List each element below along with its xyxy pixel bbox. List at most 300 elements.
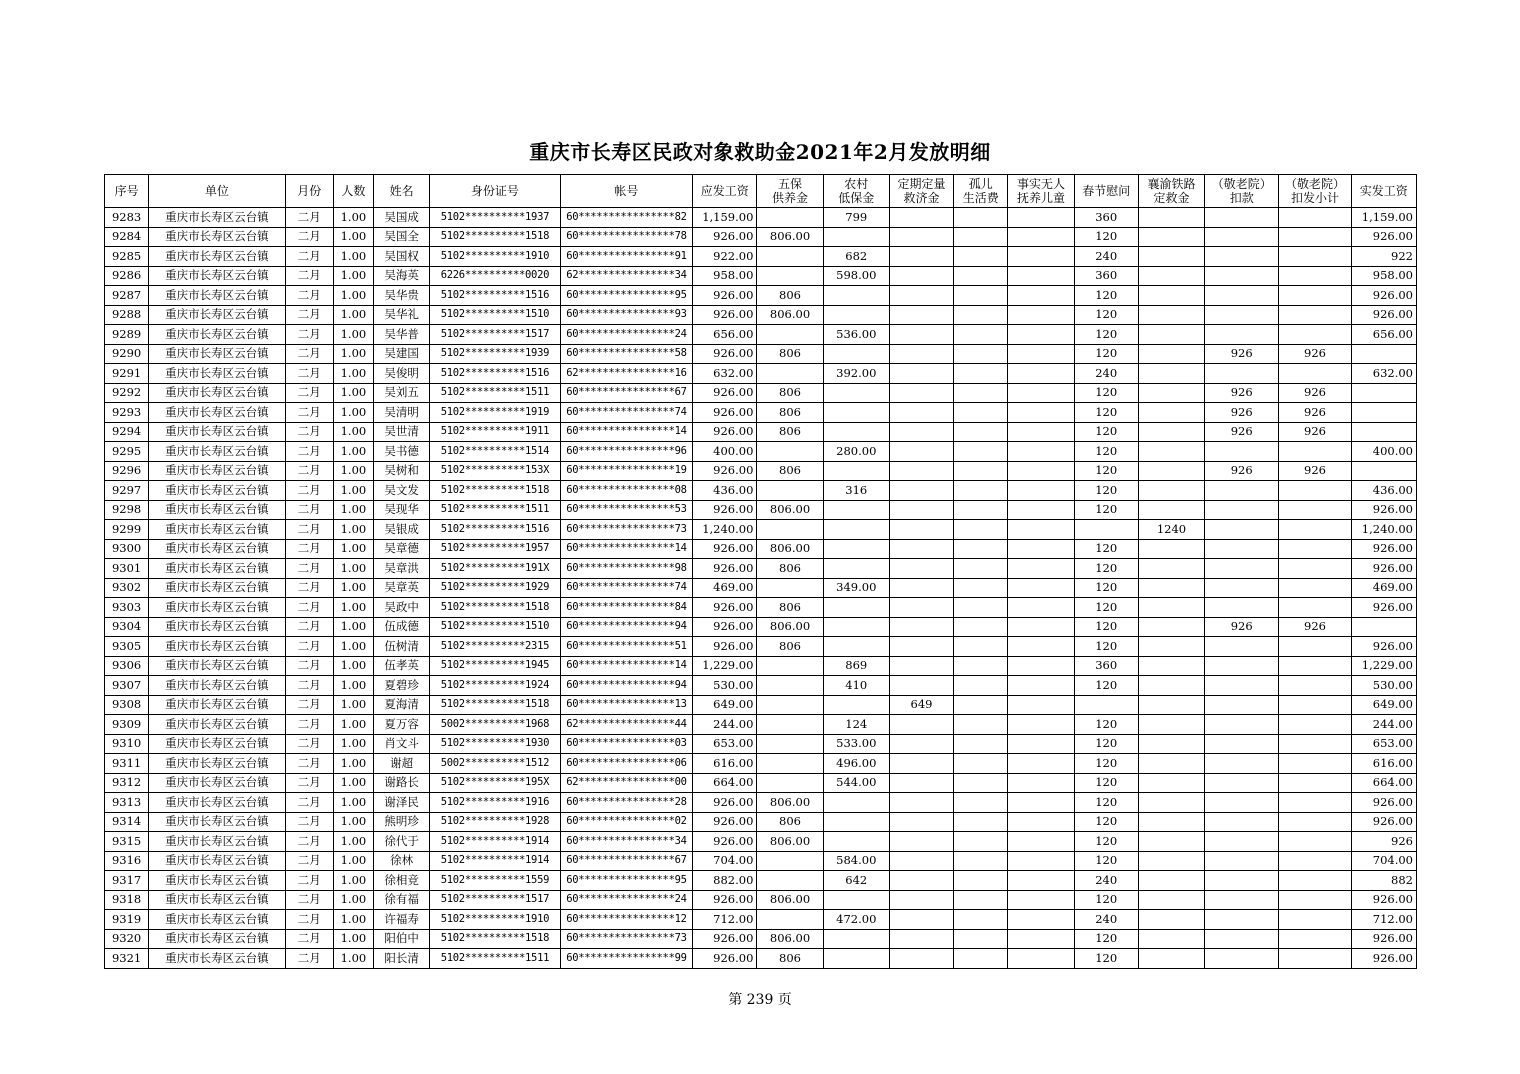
cell-col-name: 阳伯中 <box>373 929 429 949</box>
cell-col-deduction <box>1205 227 1279 247</box>
header-col-id-number: 身份证号 <box>430 175 560 208</box>
table-row <box>105 208 1417 228</box>
cell-col-count: 1.00 <box>333 812 373 832</box>
table-row <box>105 598 1417 618</box>
cell-col-unattended-child <box>1008 227 1074 247</box>
cell-col-count: 1.00 <box>333 734 373 754</box>
cell-col-payable: 926.00 <box>693 598 757 618</box>
cell-col-unit: 重庆市长寿区云台镇 <box>149 247 286 267</box>
cell-col-month: 二月 <box>285 383 333 403</box>
cell-col-unit: 重庆市长寿区云台镇 <box>149 890 286 910</box>
cell-col-deduction-subtotal <box>1279 266 1351 286</box>
cell-col-deduction-subtotal <box>1279 832 1351 852</box>
cell-col-month: 二月 <box>285 617 333 637</box>
cell-col-railway <box>1138 890 1204 910</box>
cell-col-account: 60****************73 <box>560 929 693 949</box>
cell-col-orphan <box>954 364 1008 384</box>
cell-col-dibao <box>823 344 889 364</box>
cell-col-spring-festival: 120 <box>1074 637 1138 657</box>
table-row <box>105 676 1417 696</box>
cell-col-name: 徐有福 <box>373 890 429 910</box>
cell-col-unit: 重庆市长寿区云台镇 <box>149 481 286 501</box>
cell-col-deduction-subtotal <box>1279 500 1351 520</box>
cell-col-id-number: 5102**********1910 <box>430 910 560 930</box>
cell-col-deduction-subtotal: 926 <box>1279 344 1351 364</box>
cell-col-railway: 1240 <box>1138 520 1204 540</box>
cell-col-deduction <box>1205 851 1279 871</box>
cell-col-spring-festival: 240 <box>1074 910 1138 930</box>
cell-col-dibao: 472.00 <box>823 910 889 930</box>
cell-col-id-number: 5102**********1916 <box>430 793 560 813</box>
cell-col-account: 60****************94 <box>560 676 693 696</box>
table-row <box>105 754 1417 774</box>
cell-col-wubao <box>757 266 823 286</box>
cell-col-id-number: 5102**********1929 <box>430 578 560 598</box>
cell-col-payable: 649.00 <box>693 695 757 715</box>
cell-col-wubao <box>757 247 823 267</box>
cell-col-count: 1.00 <box>333 910 373 930</box>
cell-col-deduction-subtotal <box>1279 305 1351 325</box>
cell-col-actual-pay: 649.00 <box>1351 695 1416 715</box>
cell-col-unattended-child <box>1008 364 1074 384</box>
cell-col-dibao <box>823 383 889 403</box>
cell-col-unit: 重庆市长寿区云台镇 <box>149 734 286 754</box>
cell-col-count: 1.00 <box>333 422 373 442</box>
cell-col-count: 1.00 <box>333 793 373 813</box>
cell-col-name: 阳长清 <box>373 949 429 969</box>
cell-col-deduction-subtotal <box>1279 208 1351 228</box>
cell-col-payable: 530.00 <box>693 676 757 696</box>
cell-col-relief <box>889 715 953 735</box>
cell-col-unit: 重庆市长寿区云台镇 <box>149 676 286 696</box>
table-row <box>105 403 1417 423</box>
cell-col-railway <box>1138 617 1204 637</box>
cell-col-name: 吴书德 <box>373 442 429 462</box>
table-row <box>105 793 1417 813</box>
cell-col-seq: 9321 <box>105 949 149 969</box>
cell-col-account: 60****************67 <box>560 383 693 403</box>
cell-col-account: 60****************28 <box>560 793 693 813</box>
cell-col-deduction-subtotal: 926 <box>1279 617 1351 637</box>
cell-col-account: 60****************02 <box>560 812 693 832</box>
cell-col-month: 二月 <box>285 578 333 598</box>
cell-col-account: 60****************74 <box>560 403 693 423</box>
cell-col-deduction <box>1205 832 1279 852</box>
cell-col-wubao <box>757 851 823 871</box>
cell-col-account: 60****************03 <box>560 734 693 754</box>
cell-col-dibao: 682 <box>823 247 889 267</box>
cell-col-spring-festival: 120 <box>1074 442 1138 462</box>
cell-col-railway <box>1138 383 1204 403</box>
cell-col-account: 62****************34 <box>560 266 693 286</box>
cell-col-deduction <box>1205 578 1279 598</box>
cell-col-count: 1.00 <box>333 578 373 598</box>
cell-col-seq: 9313 <box>105 793 149 813</box>
cell-col-wubao: 806.00 <box>757 500 823 520</box>
cell-col-actual-pay: 656.00 <box>1351 325 1416 345</box>
cell-col-seq: 9287 <box>105 286 149 306</box>
cell-col-unattended-child <box>1008 929 1074 949</box>
cell-col-dibao <box>823 890 889 910</box>
cell-col-wubao: 806.00 <box>757 305 823 325</box>
cell-col-count: 1.00 <box>333 442 373 462</box>
cell-col-name: 夏碧珍 <box>373 676 429 696</box>
cell-col-account: 60****************98 <box>560 559 693 579</box>
table-body <box>105 208 1417 969</box>
cell-col-count: 1.00 <box>333 929 373 949</box>
table-row <box>105 656 1417 676</box>
cell-col-wubao: 806 <box>757 598 823 618</box>
cell-col-actual-pay: 1,240.00 <box>1351 520 1416 540</box>
cell-col-deduction <box>1205 871 1279 891</box>
cell-col-relief <box>889 734 953 754</box>
cell-col-actual-pay: 926.00 <box>1351 890 1416 910</box>
cell-col-dibao <box>823 695 889 715</box>
cell-col-unattended-child <box>1008 754 1074 774</box>
cell-col-seq: 9299 <box>105 520 149 540</box>
cell-col-railway <box>1138 812 1204 832</box>
cell-col-orphan <box>954 539 1008 559</box>
cell-col-deduction <box>1205 247 1279 267</box>
cell-col-wubao <box>757 871 823 891</box>
cell-col-orphan <box>954 403 1008 423</box>
table-row <box>105 442 1417 462</box>
cell-col-railway <box>1138 364 1204 384</box>
cell-col-dibao <box>823 422 889 442</box>
cell-col-account: 60****************73 <box>560 520 693 540</box>
cell-col-seq: 9300 <box>105 539 149 559</box>
cell-col-orphan <box>954 481 1008 501</box>
cell-col-id-number: 5102**********1928 <box>430 812 560 832</box>
cell-col-unattended-child <box>1008 773 1074 793</box>
cell-col-seq: 9292 <box>105 383 149 403</box>
cell-col-railway <box>1138 403 1204 423</box>
cell-col-month: 二月 <box>285 247 333 267</box>
cell-col-railway <box>1138 344 1204 364</box>
cell-col-deduction-subtotal <box>1279 929 1351 949</box>
cell-col-id-number: 5102**********1518 <box>430 481 560 501</box>
cell-col-dibao <box>823 305 889 325</box>
cell-col-seq: 9298 <box>105 500 149 520</box>
cell-col-name: 吴刘五 <box>373 383 429 403</box>
cell-col-count: 1.00 <box>333 383 373 403</box>
cell-col-wubao <box>757 520 823 540</box>
cell-col-account: 60****************06 <box>560 754 693 774</box>
cell-col-name: 吴文发 <box>373 481 429 501</box>
cell-col-deduction-subtotal: 926 <box>1279 383 1351 403</box>
header-col-month: 月份 <box>285 175 333 208</box>
cell-col-payable: 400.00 <box>693 442 757 462</box>
table-row <box>105 695 1417 715</box>
cell-col-month: 二月 <box>285 695 333 715</box>
cell-col-orphan <box>954 910 1008 930</box>
cell-col-dibao <box>823 227 889 247</box>
cell-col-dibao <box>823 520 889 540</box>
cell-col-dibao <box>823 812 889 832</box>
cell-col-unattended-child <box>1008 500 1074 520</box>
cell-col-orphan <box>954 890 1008 910</box>
cell-col-deduction <box>1205 364 1279 384</box>
cell-col-count: 1.00 <box>333 637 373 657</box>
cell-col-deduction-subtotal <box>1279 578 1351 598</box>
cell-col-railway <box>1138 793 1204 813</box>
cell-col-actual-pay: 926.00 <box>1351 227 1416 247</box>
cell-col-count: 1.00 <box>333 598 373 618</box>
table-row <box>105 832 1417 852</box>
cell-col-dibao: 124 <box>823 715 889 735</box>
cell-col-seq: 9320 <box>105 929 149 949</box>
cell-col-wubao <box>757 481 823 501</box>
cell-col-seq: 9296 <box>105 461 149 481</box>
cell-col-account: 60****************13 <box>560 695 693 715</box>
cell-col-unattended-child <box>1008 305 1074 325</box>
table-row <box>105 773 1417 793</box>
cell-col-name: 夏万容 <box>373 715 429 735</box>
cell-col-unit: 重庆市长寿区云台镇 <box>149 208 286 228</box>
cell-col-unit: 重庆市长寿区云台镇 <box>149 910 286 930</box>
cell-col-account: 60****************51 <box>560 637 693 657</box>
cell-col-unattended-child <box>1008 793 1074 813</box>
cell-col-deduction <box>1205 481 1279 501</box>
cell-col-name: 吴章德 <box>373 539 429 559</box>
cell-col-deduction <box>1205 500 1279 520</box>
cell-col-account: 60****************12 <box>560 910 693 930</box>
cell-col-relief <box>889 754 953 774</box>
cell-col-actual-pay: 926.00 <box>1351 929 1416 949</box>
cell-col-seq: 9294 <box>105 422 149 442</box>
cell-col-count: 1.00 <box>333 325 373 345</box>
cell-col-month: 二月 <box>285 500 333 520</box>
cell-col-id-number: 6226**********0020 <box>430 266 560 286</box>
cell-col-relief <box>889 929 953 949</box>
cell-col-spring-festival: 120 <box>1074 832 1138 852</box>
cell-col-deduction-subtotal: 926 <box>1279 403 1351 423</box>
cell-col-month: 二月 <box>285 422 333 442</box>
cell-col-railway <box>1138 910 1204 930</box>
cell-col-payable: 926.00 <box>693 461 757 481</box>
cell-col-unattended-child <box>1008 715 1074 735</box>
cell-col-deduction-subtotal <box>1279 793 1351 813</box>
cell-col-relief <box>889 812 953 832</box>
cell-col-unattended-child <box>1008 871 1074 891</box>
cell-col-actual-pay: 436.00 <box>1351 481 1416 501</box>
cell-col-actual-pay: 926.00 <box>1351 949 1416 969</box>
header-col-spring-festival: 春节慰问 <box>1074 175 1138 208</box>
cell-col-wubao <box>757 442 823 462</box>
cell-col-spring-festival: 120 <box>1074 598 1138 618</box>
cell-col-orphan <box>954 676 1008 696</box>
cell-col-relief <box>889 442 953 462</box>
cell-col-unattended-child <box>1008 949 1074 969</box>
cell-col-actual-pay: 530.00 <box>1351 676 1416 696</box>
cell-col-deduction: 926 <box>1205 617 1279 637</box>
cell-col-name: 伍孝英 <box>373 656 429 676</box>
cell-col-month: 二月 <box>285 442 333 462</box>
cell-col-month: 二月 <box>285 676 333 696</box>
cell-col-deduction <box>1205 598 1279 618</box>
cell-col-deduction-subtotal <box>1279 481 1351 501</box>
cell-col-dibao <box>823 539 889 559</box>
header-col-orphan: 孤儿 生活费 <box>954 175 1008 208</box>
cell-col-unit: 重庆市长寿区云台镇 <box>149 695 286 715</box>
table-row <box>105 266 1417 286</box>
cell-col-deduction-subtotal <box>1279 949 1351 969</box>
cell-col-seq: 9308 <box>105 695 149 715</box>
cell-col-dibao <box>823 637 889 657</box>
cell-col-name: 吴建国 <box>373 344 429 364</box>
cell-col-wubao: 806.00 <box>757 793 823 813</box>
cell-col-id-number: 5002**********1512 <box>430 754 560 774</box>
cell-col-seq: 9290 <box>105 344 149 364</box>
cell-col-relief <box>889 949 953 969</box>
cell-col-seq: 9312 <box>105 773 149 793</box>
cell-col-unit: 重庆市长寿区云台镇 <box>149 851 286 871</box>
cell-col-actual-pay <box>1351 383 1416 403</box>
cell-col-id-number: 5102**********1511 <box>430 500 560 520</box>
cell-col-payable: 882.00 <box>693 871 757 891</box>
cell-col-unit: 重庆市长寿区云台镇 <box>149 500 286 520</box>
cell-col-name: 吴华礼 <box>373 305 429 325</box>
cell-col-relief <box>889 481 953 501</box>
cell-col-name: 肖文斗 <box>373 734 429 754</box>
header-col-account: 帐号 <box>560 175 693 208</box>
cell-col-wubao <box>757 715 823 735</box>
cell-col-orphan <box>954 520 1008 540</box>
cell-col-orphan <box>954 461 1008 481</box>
cell-col-seq: 9297 <box>105 481 149 501</box>
cell-col-railway <box>1138 695 1204 715</box>
cell-col-unattended-child <box>1008 520 1074 540</box>
cell-col-name: 伍树清 <box>373 637 429 657</box>
cell-col-actual-pay: 664.00 <box>1351 773 1416 793</box>
cell-col-spring-festival: 120 <box>1074 461 1138 481</box>
cell-col-spring-festival <box>1074 695 1138 715</box>
cell-col-payable: 926.00 <box>693 500 757 520</box>
cell-col-month: 二月 <box>285 461 333 481</box>
cell-col-railway <box>1138 559 1204 579</box>
cell-col-orphan <box>954 208 1008 228</box>
cell-col-actual-pay <box>1351 422 1416 442</box>
cell-col-count: 1.00 <box>333 949 373 969</box>
cell-col-railway <box>1138 832 1204 852</box>
cell-col-wubao: 806.00 <box>757 929 823 949</box>
table-row <box>105 617 1417 637</box>
cell-col-railway <box>1138 949 1204 969</box>
cell-col-count: 1.00 <box>333 305 373 325</box>
cell-col-count: 1.00 <box>333 461 373 481</box>
cell-col-name: 吴清明 <box>373 403 429 423</box>
cell-col-deduction <box>1205 208 1279 228</box>
cell-col-count: 1.00 <box>333 266 373 286</box>
cell-col-relief <box>889 676 953 696</box>
header-col-seq: 序号 <box>105 175 149 208</box>
cell-col-seq: 9289 <box>105 325 149 345</box>
cell-col-id-number: 5102**********153X <box>430 461 560 481</box>
cell-col-payable: 616.00 <box>693 754 757 774</box>
cell-col-unattended-child <box>1008 559 1074 579</box>
cell-col-unit: 重庆市长寿区云台镇 <box>149 832 286 852</box>
cell-col-month: 二月 <box>285 715 333 735</box>
cell-col-wubao: 806.00 <box>757 832 823 852</box>
cell-col-spring-festival: 120 <box>1074 851 1138 871</box>
cell-col-railway <box>1138 578 1204 598</box>
header-col-unattended-child: 事实无人 抚养儿童 <box>1008 175 1074 208</box>
header-col-payable: 应发工资 <box>693 175 757 208</box>
cell-col-name: 谢超 <box>373 754 429 774</box>
cell-col-account: 60****************08 <box>560 481 693 501</box>
cell-col-payable: 926.00 <box>693 305 757 325</box>
table-row <box>105 715 1417 735</box>
cell-col-deduction-subtotal: 926 <box>1279 461 1351 481</box>
cell-col-actual-pay: 882 <box>1351 871 1416 891</box>
cell-col-account: 60****************24 <box>560 890 693 910</box>
cell-col-deduction <box>1205 559 1279 579</box>
cell-col-orphan <box>954 266 1008 286</box>
cell-col-month: 二月 <box>285 344 333 364</box>
cell-col-relief <box>889 286 953 306</box>
cell-col-unattended-child <box>1008 812 1074 832</box>
cell-col-actual-pay: 400.00 <box>1351 442 1416 462</box>
cell-col-actual-pay: 922 <box>1351 247 1416 267</box>
cell-col-payable: 958.00 <box>693 266 757 286</box>
cell-col-orphan <box>954 734 1008 754</box>
cell-col-count: 1.00 <box>333 364 373 384</box>
cell-col-railway <box>1138 286 1204 306</box>
cell-col-unit: 重庆市长寿区云台镇 <box>149 656 286 676</box>
table-row <box>105 539 1417 559</box>
cell-col-dibao: 533.00 <box>823 734 889 754</box>
cell-col-unit: 重庆市长寿区云台镇 <box>149 442 286 462</box>
cell-col-id-number: 5102**********1910 <box>430 247 560 267</box>
header-col-relief: 定期定量 救济金 <box>889 175 953 208</box>
cell-col-railway <box>1138 305 1204 325</box>
cell-col-deduction <box>1205 929 1279 949</box>
cell-col-orphan <box>954 442 1008 462</box>
cell-col-id-number: 5102**********1914 <box>430 832 560 852</box>
cell-col-orphan <box>954 949 1008 969</box>
cell-col-deduction-subtotal <box>1279 598 1351 618</box>
cell-col-payable: 926.00 <box>693 832 757 852</box>
cell-col-count: 1.00 <box>333 403 373 423</box>
page-number: 第 239 页 <box>728 992 792 1008</box>
cell-col-name: 许福寿 <box>373 910 429 930</box>
cell-col-account: 62****************00 <box>560 773 693 793</box>
cell-col-unattended-child <box>1008 617 1074 637</box>
cell-col-relief <box>889 637 953 657</box>
cell-col-deduction-subtotal <box>1279 325 1351 345</box>
cell-col-payable: 656.00 <box>693 325 757 345</box>
cell-col-account: 60****************96 <box>560 442 693 462</box>
cell-col-relief <box>889 403 953 423</box>
cell-col-id-number: 5102**********1945 <box>430 656 560 676</box>
cell-col-id-number: 5102**********1518 <box>430 598 560 618</box>
cell-col-payable: 926.00 <box>693 286 757 306</box>
cell-col-wubao <box>757 208 823 228</box>
cell-col-count: 1.00 <box>333 247 373 267</box>
cell-col-deduction: 926 <box>1205 403 1279 423</box>
cell-col-unit: 重庆市长寿区云台镇 <box>149 325 286 345</box>
cell-col-spring-festival: 120 <box>1074 422 1138 442</box>
table-row <box>105 910 1417 930</box>
document-title: 重庆市长寿区民政对象救助金2021年2月发放明细 <box>529 140 991 164</box>
cell-col-name: 吴海英 <box>373 266 429 286</box>
cell-col-unattended-child <box>1008 637 1074 657</box>
cell-col-dibao <box>823 793 889 813</box>
cell-col-spring-festival <box>1074 520 1138 540</box>
cell-col-account: 60****************53 <box>560 500 693 520</box>
cell-col-count: 1.00 <box>333 754 373 774</box>
cell-col-relief <box>889 344 953 364</box>
